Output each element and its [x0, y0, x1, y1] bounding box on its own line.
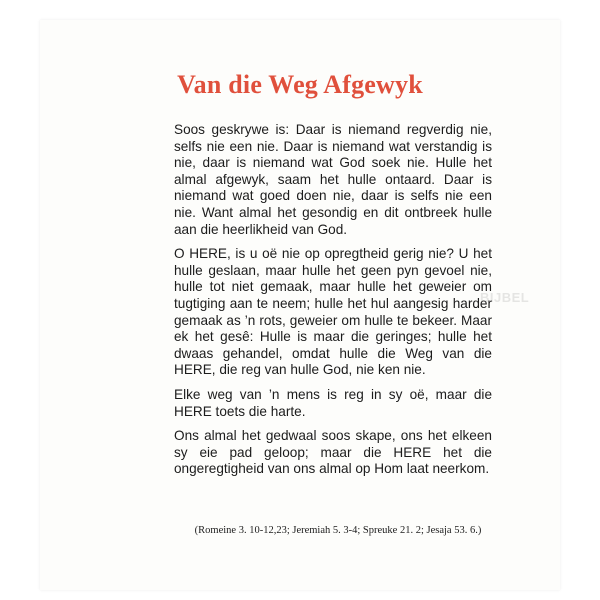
paragraph-1: Soos geskrywe is: Daar is niemand regverdig nie, selfs nie een nie. Daar is niemand wat verstandig is nie, daar is niemand wat God soek nie. Hulle het almal afgewyk, saam het hulle ontaard. Daar is niemand wat goed doen nie, daar is selfs nie een nie. Want almal het gesondig en dit ontbreek hulle aan die heerlikheid van God.: [174, 122, 492, 237]
watermark: BIJBEL: [480, 290, 530, 305]
page-title: Van die Weg Afgewyk: [177, 70, 423, 99]
body-text: [174, 122, 492, 486]
document-page: [40, 20, 560, 590]
paragraph-4: Ons almal het gedwaal soos skape, ons het elkeen sy eie pad geloop; maar die HERE het die ongeregtigheid van ons almal op Hom laat neerkom.: [174, 428, 492, 477]
paragraph-2: O HERE, is u oë nie op opregtheid gerig nie? U het hulle geslaan, maar hulle het geen pyn gevoel nie, hulle tot niet gemaak, maar hulle het geweier om tugtiging aan te neem; hulle het hul aangesig harder gemaak as ’n rots, geweier om hulle te bekeer. Maar ek het gesê: Hulle is maar die geringes; hulle het dwaas gehandel, omdat hulle die Weg van die HERE, die reg van hulle God, nie ken nie.: [174, 246, 492, 378]
scripture-references: (Romeine 3. 10-12,23; Jeremiah 5. 3-4; Spreuke 21. 2; Jesaja 53. 6.): [194, 525, 482, 536]
paragraph-3: Elke weg van ’n mens is reg in sy oë, maar die HERE toets die harte.: [174, 386, 492, 419]
